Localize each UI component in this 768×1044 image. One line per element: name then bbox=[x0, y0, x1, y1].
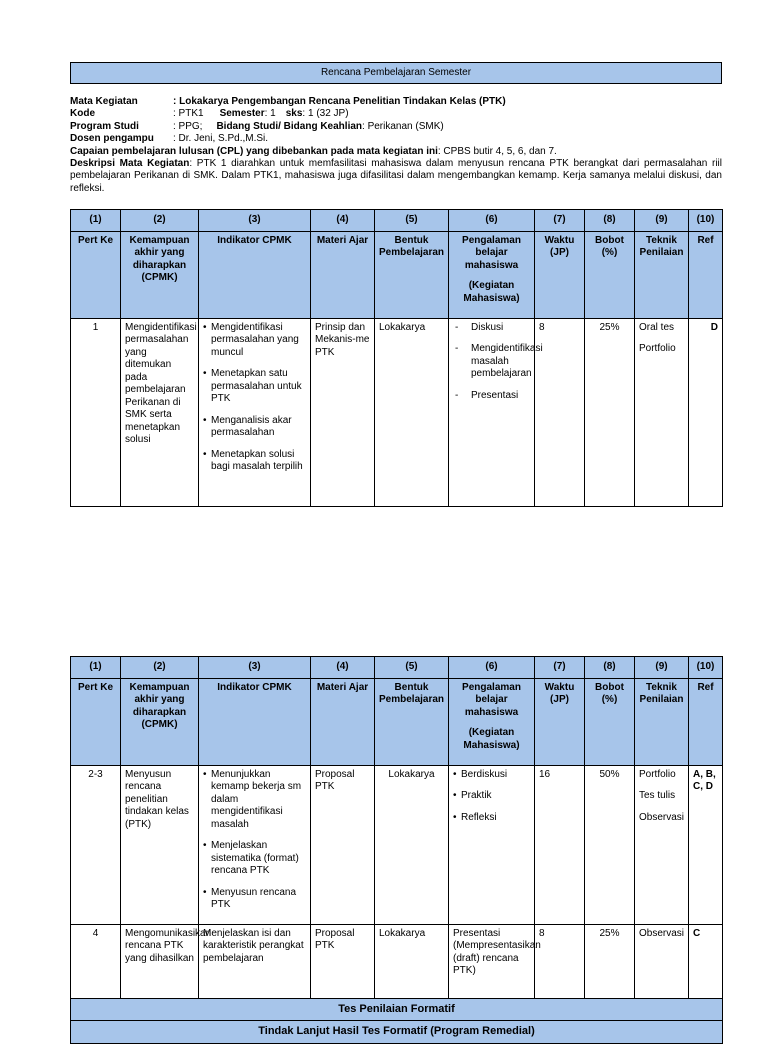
cell-pertemuan: 2-3 bbox=[71, 765, 121, 924]
deskripsi-label: Deskripsi Mata Kegiatan bbox=[70, 158, 190, 170]
kode-label: Kode bbox=[70, 108, 95, 120]
cell-cpmk: Mengidentifikasi permasalahan yang ditemukan pada pembelajaran Perikanan di SMK serta menetapkan solusi bbox=[121, 318, 199, 506]
col-number: (7) bbox=[535, 210, 585, 232]
mata-kegiatan-row bbox=[70, 96, 722, 108]
col-number: (9) bbox=[635, 657, 689, 679]
cpl-value: : CPBS butir 4, 5, 6, dan 7. bbox=[437, 145, 557, 157]
col-pengalaman-title: Pengalaman belajar mahasiswa bbox=[462, 234, 521, 271]
teknik-item: Tes tulis bbox=[639, 790, 676, 801]
cell-materi: Prinsip dan Mekanis-me PTK bbox=[311, 318, 375, 506]
col-pengalaman-sub: (Kegiatan Mahasiswa) bbox=[463, 280, 520, 304]
cell-pertemuan: 4 bbox=[71, 924, 121, 998]
col-cpmk: Kemampuan akhir yang diharapkan (CPMK) bbox=[121, 231, 199, 318]
remedial-label: Tindak Lanjut Hasil Tes Formatif (Program Remedial) bbox=[71, 1021, 723, 1044]
cell-waktu: 8 bbox=[535, 318, 585, 506]
cell-ref: D bbox=[689, 318, 723, 506]
bidang-label: Bidang Studi/ Bidang Keahlian bbox=[216, 120, 363, 132]
col-number: (2) bbox=[121, 657, 199, 679]
col-materi: Materi Ajar bbox=[311, 678, 375, 765]
cell-materi: Proposal PTK bbox=[311, 924, 375, 998]
col-number: (8) bbox=[585, 210, 635, 232]
list-item: - Mengidentifikasi masalah pembelajaran bbox=[453, 343, 530, 381]
cell-teknik: Observasi bbox=[635, 924, 689, 998]
col-number: (1) bbox=[71, 657, 121, 679]
cell-bentuk: Lokakarya bbox=[375, 318, 449, 506]
sks-value: : 1 (32 JP) bbox=[302, 108, 349, 120]
list-item: • Berdiskusi bbox=[453, 769, 530, 782]
col-ref: Ref bbox=[689, 231, 723, 318]
semester-value: : 1 bbox=[264, 108, 276, 120]
col-indikator: Indikator CPMK bbox=[199, 231, 311, 318]
col-pengalaman bbox=[449, 678, 535, 765]
cell-waktu: 8 bbox=[535, 924, 585, 998]
list-item: • Refleksi bbox=[453, 812, 530, 825]
col-pertemuan: Pert Ke bbox=[71, 231, 121, 318]
cell-pengalaman bbox=[449, 765, 535, 924]
sks-label: sks bbox=[285, 108, 303, 120]
col-number: (6) bbox=[449, 210, 535, 232]
table-row bbox=[71, 924, 723, 998]
cell-pengalaman: Presentasi (Mempresentasikan (draft) rencana PTK) bbox=[449, 924, 535, 998]
bidang-value: : Perikanan (SMK) bbox=[362, 120, 444, 132]
dosen-value: : Dr. Jeni, S.Pd.,M.Si. bbox=[173, 133, 269, 145]
kode-row bbox=[70, 108, 722, 120]
header-label-row bbox=[71, 678, 723, 765]
formative-test-row bbox=[71, 998, 723, 1021]
col-pengalaman bbox=[449, 231, 535, 318]
mata-kegiatan-value: : Lokakarya Pengembangan Rencana Penelitian Tindakan Kelas (PTK) bbox=[173, 96, 506, 107]
cell-bentuk: Lokakarya bbox=[375, 765, 449, 924]
list-item: - Presentasi bbox=[453, 390, 530, 403]
cell-bobot: 50% bbox=[585, 765, 635, 924]
col-number: (5) bbox=[375, 657, 449, 679]
teknik-item: Portfolio bbox=[639, 343, 676, 354]
col-bobot: Bobot (%) bbox=[585, 678, 635, 765]
header-label-row bbox=[71, 231, 723, 318]
cell-bentuk: Lokakarya bbox=[375, 924, 449, 998]
semester-label: Semester bbox=[219, 108, 265, 120]
document-title: Rencana Pembelajaran Semester bbox=[70, 62, 722, 84]
col-number: (10) bbox=[689, 657, 723, 679]
col-number: (4) bbox=[311, 210, 375, 232]
teknik-item: Oral tes bbox=[639, 321, 675, 333]
dosen-label: Dosen pengampu bbox=[70, 133, 154, 145]
header-number-row bbox=[71, 657, 723, 679]
col-pengalaman-sub: (Kegiatan Mahasiswa) bbox=[463, 727, 520, 751]
col-bobot: Bobot (%) bbox=[585, 231, 635, 318]
col-number: (4) bbox=[311, 657, 375, 679]
col-teknik: Teknik Penilaian bbox=[635, 231, 689, 318]
col-number: (3) bbox=[199, 210, 311, 232]
prodi-value: : PPG; bbox=[173, 120, 203, 132]
col-teknik: Teknik Penilaian bbox=[635, 678, 689, 765]
header-number-row bbox=[71, 210, 723, 232]
course-metadata bbox=[70, 96, 722, 195]
col-bentuk: Bentuk Pembelajaran bbox=[375, 231, 449, 318]
teknik-item: Observasi bbox=[639, 811, 685, 823]
prodi-row bbox=[70, 121, 722, 133]
col-waktu: Waktu (JP) bbox=[535, 231, 585, 318]
list-item: • Praktik bbox=[453, 790, 530, 803]
table-row bbox=[71, 318, 723, 506]
teknik-item: Portfolio bbox=[639, 768, 676, 780]
remedial-row bbox=[71, 1021, 723, 1044]
list-item: • Menjelaskan sistematika (format) rencana PTK bbox=[203, 840, 306, 878]
cell-ref: C bbox=[689, 924, 723, 998]
cell-indikator bbox=[199, 765, 311, 924]
col-number: (6) bbox=[449, 657, 535, 679]
cell-indikator: Menjelaskan isi dan karakteristik perangkat pembelajaran bbox=[199, 924, 311, 998]
col-number: (5) bbox=[375, 210, 449, 232]
cell-waktu: 16 bbox=[535, 765, 585, 924]
col-number: (7) bbox=[535, 657, 585, 679]
deskripsi-value: : PTK 1 diarahkan untuk memfasilitasi mahasiswa dalam menyusun rencana PTK berangkat dari permasalahan riil pembelajaran Perikanan di SMK. Dalam PTK1, mahasiswa juga difasilitasi dalam mengembangkan kemamp. Kerja samanya melalui diskusi, dan refleksi. bbox=[70, 158, 722, 194]
list-item: • Mengidentifikasi permasalahan yang muncul bbox=[203, 322, 306, 360]
cell-cpmk: Menyusun rencana penelitian tindakan kelas (PTK) bbox=[121, 765, 199, 924]
col-number: (8) bbox=[585, 657, 635, 679]
col-waktu: Waktu (JP) bbox=[535, 678, 585, 765]
cell-pengalaman bbox=[449, 318, 543, 506]
table-row bbox=[71, 765, 723, 924]
cell-indikator bbox=[199, 318, 311, 506]
list-item: • Menyusun rencana PTK bbox=[203, 887, 306, 912]
list-item: - Diskusi bbox=[453, 322, 530, 335]
deskripsi-row bbox=[70, 158, 722, 195]
cpl-row bbox=[70, 146, 722, 158]
list-item: • Menetapkan satu permasalahan untuk PTK bbox=[203, 368, 306, 406]
kode-value: : PTK1 bbox=[173, 108, 204, 120]
rps-table-1 bbox=[70, 209, 723, 507]
cell-teknik bbox=[635, 765, 689, 924]
formative-test-label: Tes Penilaian Formatif bbox=[71, 998, 723, 1021]
prodi-label: Program Studi bbox=[70, 120, 139, 132]
cell-materi: Proposal PTK bbox=[311, 765, 375, 924]
col-bentuk: Bentuk Pembelajaran bbox=[375, 678, 449, 765]
cell-bobot: 25% bbox=[585, 318, 635, 506]
list-item: • Menetapkan solusi bagi masalah terpilih bbox=[203, 449, 306, 474]
col-number: (9) bbox=[635, 210, 689, 232]
col-indikator: Indikator CPMK bbox=[199, 678, 311, 765]
col-pertemuan: Pert Ke bbox=[71, 678, 121, 765]
col-number: (3) bbox=[199, 657, 311, 679]
col-ref: Ref bbox=[689, 678, 723, 765]
rps-table-2 bbox=[70, 656, 723, 1044]
cell-bobot: 25% bbox=[585, 924, 635, 998]
cell-pertemuan: 1 bbox=[71, 318, 121, 506]
col-number: (1) bbox=[71, 210, 121, 232]
list-item: • Menunjukkan kemamp bekerja sm dalam mengidentifikasi masalah bbox=[203, 769, 306, 832]
cell-ref: A, B, C, D bbox=[689, 765, 723, 924]
mata-kegiatan-label: Mata Kegiatan bbox=[70, 96, 138, 107]
col-pengalaman-title: Pengalaman belajar mahasiswa bbox=[462, 681, 521, 718]
dosen-row bbox=[70, 133, 722, 145]
list-item: • Menganalisis akar permasalahan bbox=[203, 415, 306, 440]
col-cpmk: Kemampuan akhir yang diharapkan (CPMK) bbox=[121, 678, 199, 765]
col-number: (2) bbox=[121, 210, 199, 232]
cell-cpmk: Mengomunikasikan rencana PTK yang dihasilkan bbox=[121, 924, 199, 998]
col-number: (10) bbox=[689, 210, 723, 232]
col-materi: Materi Ajar bbox=[311, 231, 375, 318]
cell-teknik bbox=[635, 318, 689, 506]
cpl-label: Capaian pembelajaran lulusan (CPL) yang dibebankan pada mata kegiatan ini bbox=[70, 145, 438, 157]
